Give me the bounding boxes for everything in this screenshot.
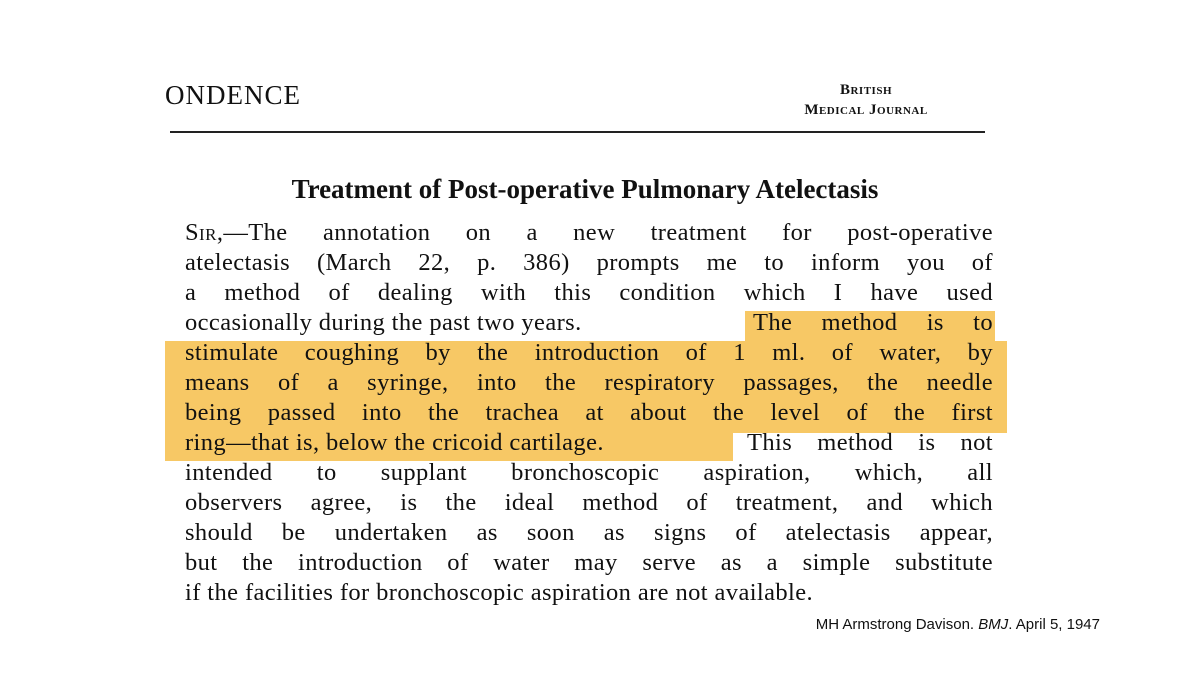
body-line-5: stimulate coughing by the introduction of 1 ml. of water, by xyxy=(185,339,993,366)
section-heading: ONDENCE xyxy=(165,80,301,110)
body-line-7: being passed into the trachea at about the level of the first xyxy=(185,399,993,426)
header-rule xyxy=(170,131,985,133)
highlighted-text: The method is to xyxy=(753,309,993,336)
body-text: occasionally during the past two years. xyxy=(185,309,582,336)
body-line-9: intended to supplant bronchoscopic aspiration, which, all xyxy=(185,459,993,486)
body-line-6: means of a syringe, into the respiratory passages, the needle xyxy=(185,369,993,396)
journal-masthead xyxy=(776,80,956,120)
body-line-13: if the facilities for bronchoscopic aspiration are not available. xyxy=(185,579,814,606)
citation-date: . April 5, 1947 xyxy=(1008,616,1100,633)
body-line-4 xyxy=(185,308,993,338)
body-line-10: observers agree, is the ideal method of treatment, and which xyxy=(185,489,993,516)
body-line-3: a method of dealing with this condition which I have used xyxy=(185,279,993,306)
journal-name-line-1: British xyxy=(839,82,893,98)
highlighted-text: ring—that is, below the cricoid cartilage. xyxy=(185,429,604,456)
body-text: —The annotation on a new treatment for post-operative xyxy=(223,219,993,246)
citation-caption xyxy=(816,616,1100,633)
journal-name-line-2: Medical Journal xyxy=(804,102,928,118)
article-title: Treatment of Post-operative Pulmonary Atelectasis xyxy=(291,174,879,204)
body-text: This method is not xyxy=(747,429,993,456)
citation-journal: BMJ xyxy=(978,616,1009,633)
body-line-11: should be undertaken as soon as signs of atelectasis appear, xyxy=(185,519,993,546)
citation-author: MH Armstrong Davison. xyxy=(815,616,975,633)
body-line-2: atelectasis (March 22, p. 386) prompts me to inform you of xyxy=(185,249,993,276)
body-line-8 xyxy=(185,428,993,458)
body-line-1 xyxy=(185,218,993,248)
salutation: Sir, xyxy=(185,219,224,246)
body-line-12: but the introduction of water may serve as a simple substitute xyxy=(185,549,993,576)
